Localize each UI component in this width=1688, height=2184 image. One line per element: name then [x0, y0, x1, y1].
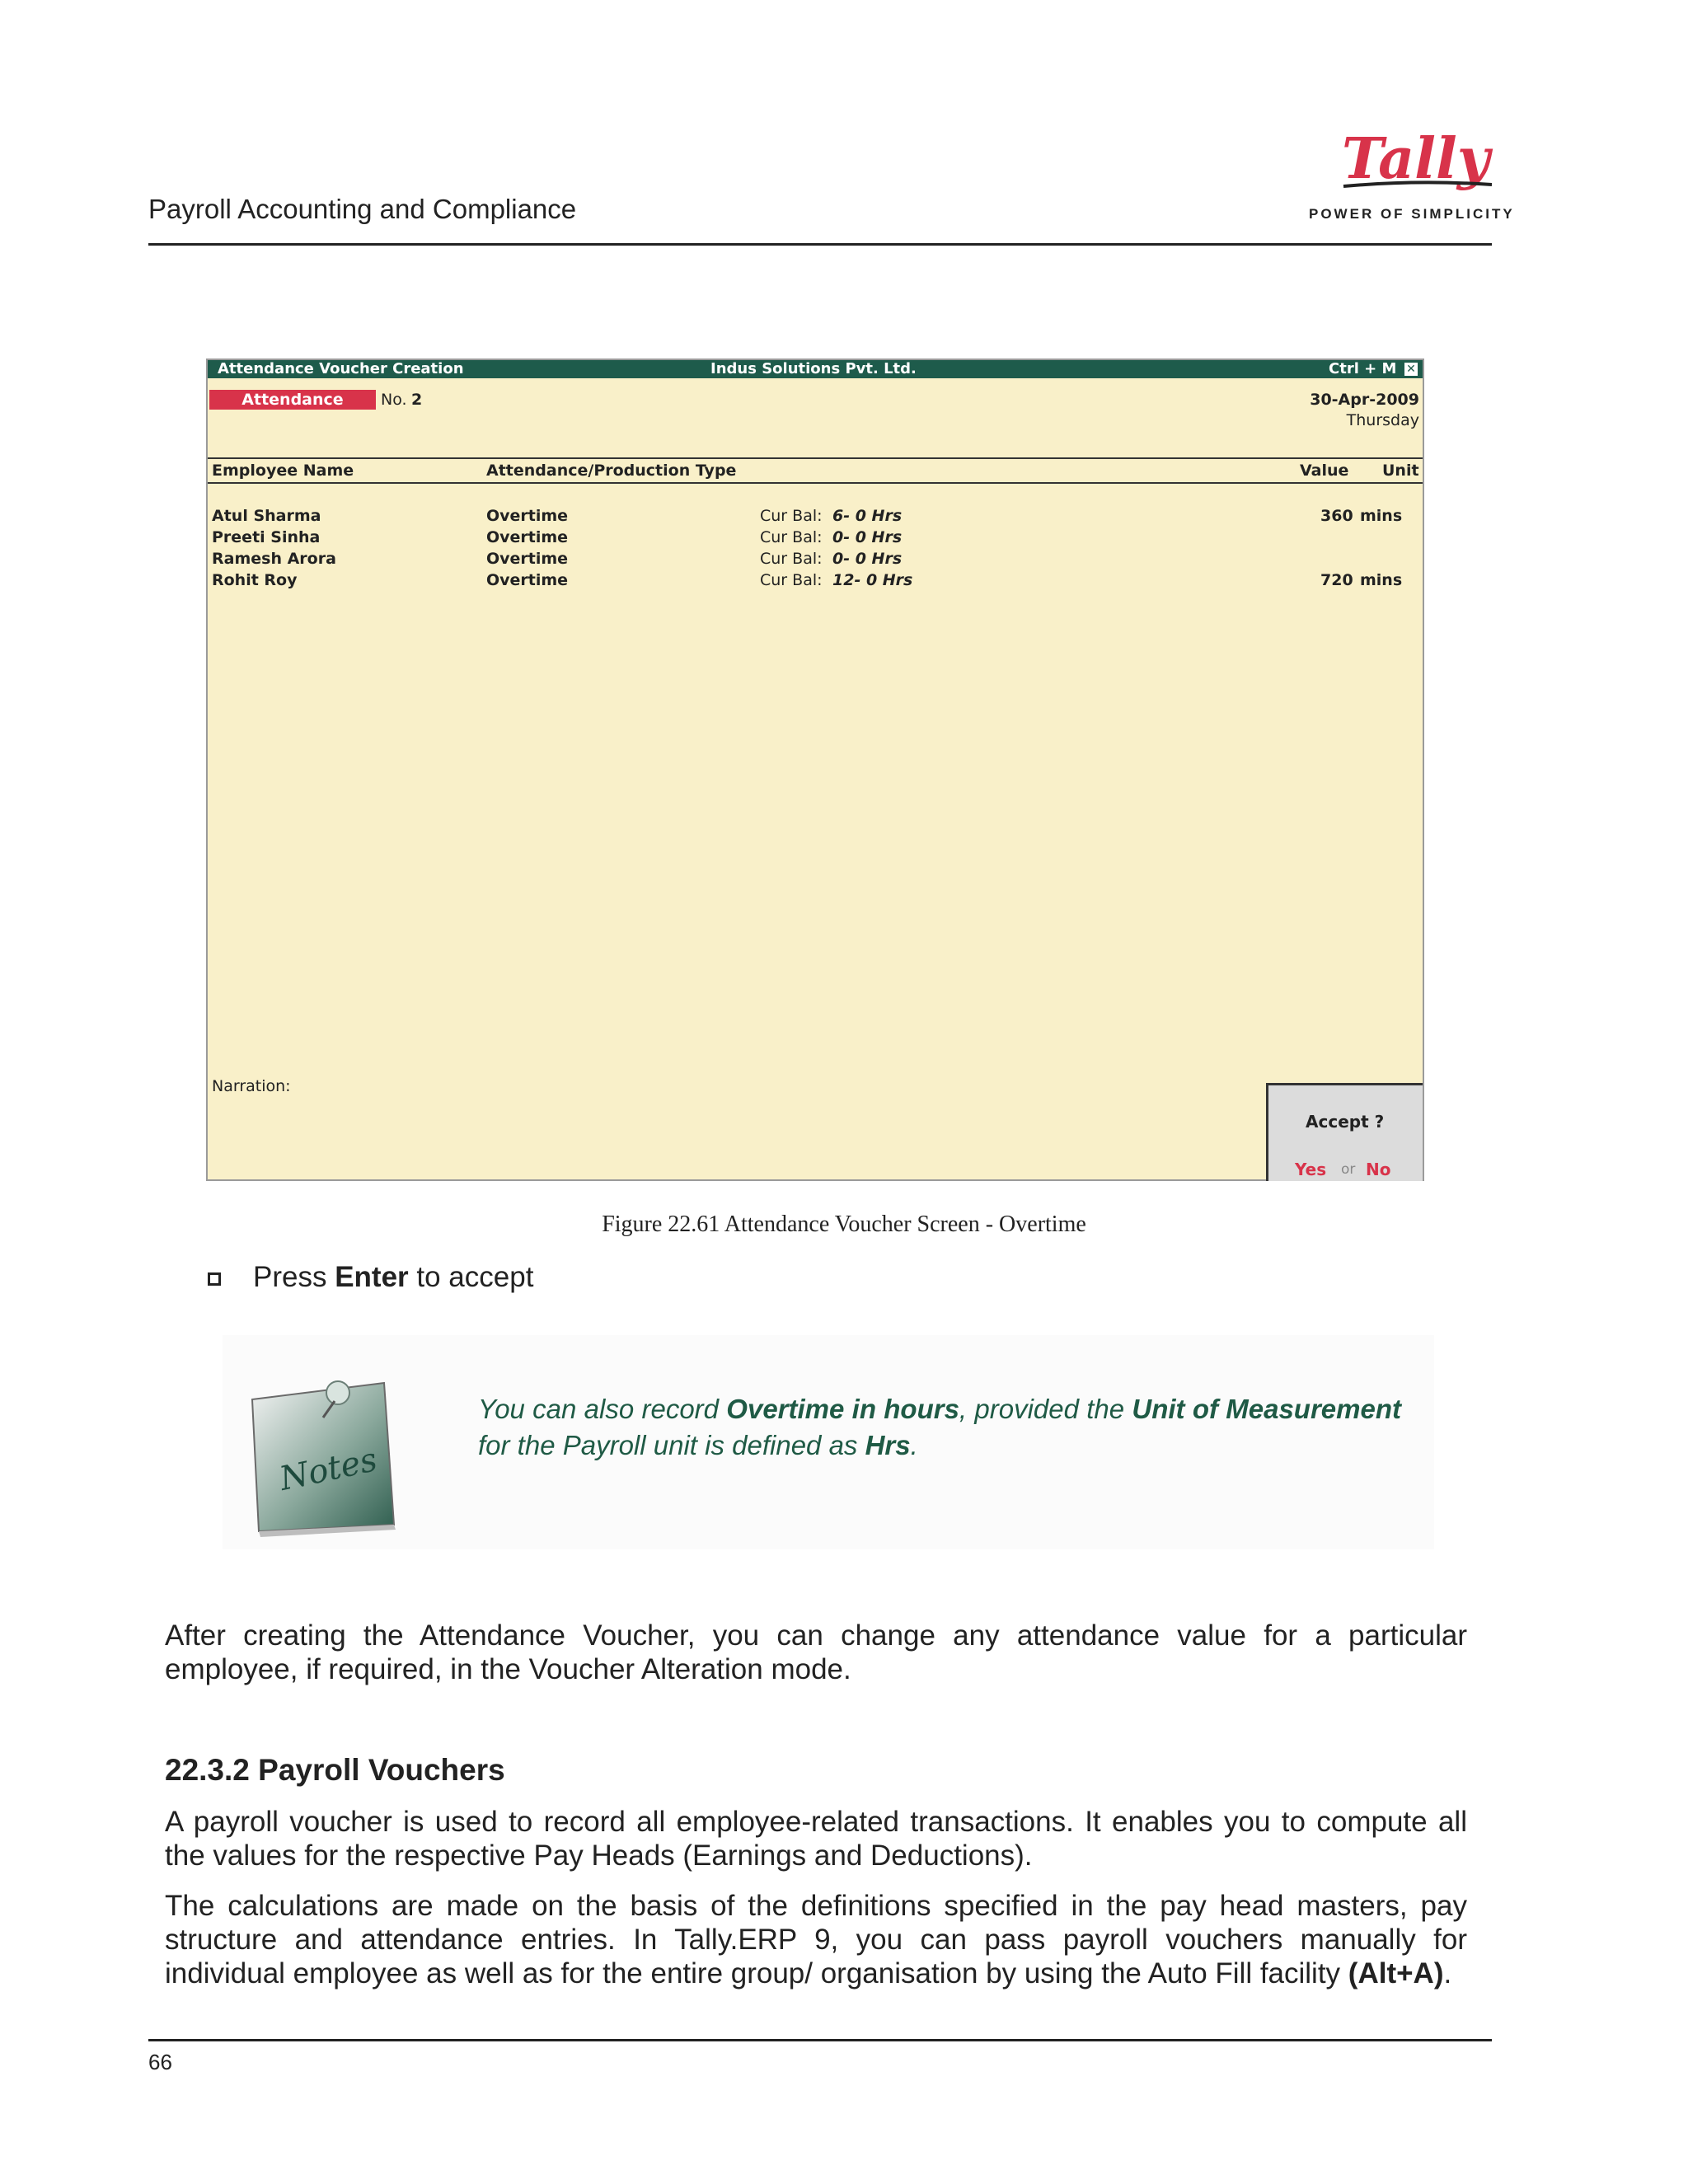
tally-logo: [1335, 122, 1500, 200]
yes-button[interactable]: Yes: [1295, 1160, 1327, 1179]
logo-tagline: POWER OF SIMPLICITY: [1309, 206, 1515, 222]
attendance-type: Overtime: [486, 507, 569, 525]
table-row[interactable]: [208, 507, 1423, 528]
title-bar: [208, 360, 1423, 378]
table-row[interactable]: [208, 550, 1423, 571]
table-row[interactable]: [208, 528, 1423, 550]
column-header-row: [208, 457, 1423, 484]
accept-question: Accept ?: [1306, 1112, 1385, 1132]
paragraph: After creating the Attendance Voucher, you can change any attendance value for a particular employee, if required, in the Voucher Alteration mode.: [165, 1619, 1467, 1685]
col-employee-name: Employee Name: [212, 462, 354, 480]
cur-bal-label: Cur Bal:: [760, 528, 823, 546]
narration-label: Narration:: [212, 1077, 291, 1095]
figure-caption: Figure 22.61 Attendance Voucher Screen - Overtime: [602, 1212, 1086, 1237]
note-bold-1: Overtime in hours: [726, 1394, 959, 1424]
value-field[interactable]: 720: [1320, 571, 1353, 589]
note-text-4: .: [910, 1430, 918, 1460]
no-button[interactable]: No: [1366, 1160, 1391, 1179]
paragraph: [165, 1889, 1467, 1990]
bullet-instruction: [253, 1261, 533, 1294]
note-text-1: You can also record: [478, 1394, 727, 1424]
paragraph-text: The calculations are made on the basis of the definitions specified in the pay head masters, pay structure and attendance entries. In Tally.ERP 9, you can pass payroll vouchers manually for individual employee as well as for the entire group/ organisation by using the Auto Fill facility: [165, 1890, 1467, 1990]
running-header-title: Payroll Accounting and Compliance: [148, 194, 577, 224]
col-value: Value: [1300, 462, 1349, 480]
table-row[interactable]: [208, 571, 1423, 593]
note-text: [478, 1391, 1401, 1464]
close-icon[interactable]: ✕: [1404, 363, 1418, 376]
cur-bal-value: 0- 0 Hrs: [832, 550, 903, 568]
col-unit: Unit: [1382, 462, 1419, 480]
attendance-type: Overtime: [486, 571, 569, 589]
accept-dialog: [1266, 1083, 1423, 1181]
cur-bal-label: Cur Bal:: [760, 571, 823, 589]
footer-rule: [148, 2039, 1492, 2041]
note-text-2: , provided the: [959, 1394, 1132, 1424]
unit-field: mins: [1360, 571, 1403, 589]
employee-name: Preeti Sinha: [212, 528, 321, 546]
voucher-no-value[interactable]: 2: [411, 391, 423, 409]
note-bold-2: Unit of Measurement: [1132, 1394, 1401, 1424]
bullet-square-icon: [208, 1272, 221, 1286]
employee-name: Ramesh Arora: [212, 550, 336, 568]
employee-name: Atul Sharma: [212, 507, 321, 525]
col-attendance-type: Attendance/Production Type: [486, 462, 737, 480]
value-field[interactable]: 360: [1320, 507, 1353, 525]
section-heading: 22.3.2 Payroll Vouchers: [165, 1753, 505, 1787]
bullet-text-pre: Press: [253, 1261, 335, 1293]
voucher-date[interactable]: 30-Apr-2009: [1310, 391, 1419, 409]
attendance-type: Overtime: [486, 528, 569, 546]
shortcut-label: Ctrl + M: [1329, 360, 1397, 377]
notes-icon: [247, 1368, 404, 1541]
tally-logo-text: Tally: [1342, 126, 1490, 192]
note-bold-3: Hrs: [865, 1430, 911, 1460]
cur-bal-label: Cur Bal:: [760, 507, 823, 525]
or-label: or: [1341, 1161, 1356, 1178]
company-name: Indus Solutions Pvt. Ltd.: [710, 360, 917, 377]
shortcut-text: (Alt+A): [1348, 1957, 1444, 1990]
bullet-key: Enter: [335, 1261, 409, 1293]
paragraph-end: .: [1443, 1957, 1452, 1990]
note-text-3: for the Payroll unit is defined as: [478, 1430, 865, 1460]
cur-bal-value: 12- 0 Hrs: [832, 571, 913, 589]
employee-name: Rohit Roy: [212, 571, 298, 589]
notes-icon-label: Notes: [276, 1441, 381, 1499]
voucher-type-badge[interactable]: Attendance: [209, 390, 376, 410]
attendance-type: Overtime: [486, 550, 569, 568]
screen-title: Attendance Voucher Creation: [218, 360, 464, 377]
unit-field: mins: [1360, 507, 1403, 525]
page-number: 66: [148, 2050, 172, 2074]
header-rule: [148, 243, 1492, 246]
cur-bal-label: Cur Bal:: [760, 550, 823, 568]
bullet-text-post: to accept: [408, 1261, 534, 1293]
voucher-day: Thursday: [1346, 411, 1419, 429]
voucher-no-label: No.: [381, 391, 407, 409]
paragraph: A payroll voucher is used to record all employee-related transactions. It enables you to compute all the values for the respective Pay Heads (Earnings and Deductions).: [165, 1806, 1467, 1872]
attendance-voucher-screen: [206, 359, 1424, 1181]
cur-bal-value: 0- 0 Hrs: [832, 528, 903, 546]
cur-bal-value: 6- 0 Hrs: [832, 507, 903, 525]
